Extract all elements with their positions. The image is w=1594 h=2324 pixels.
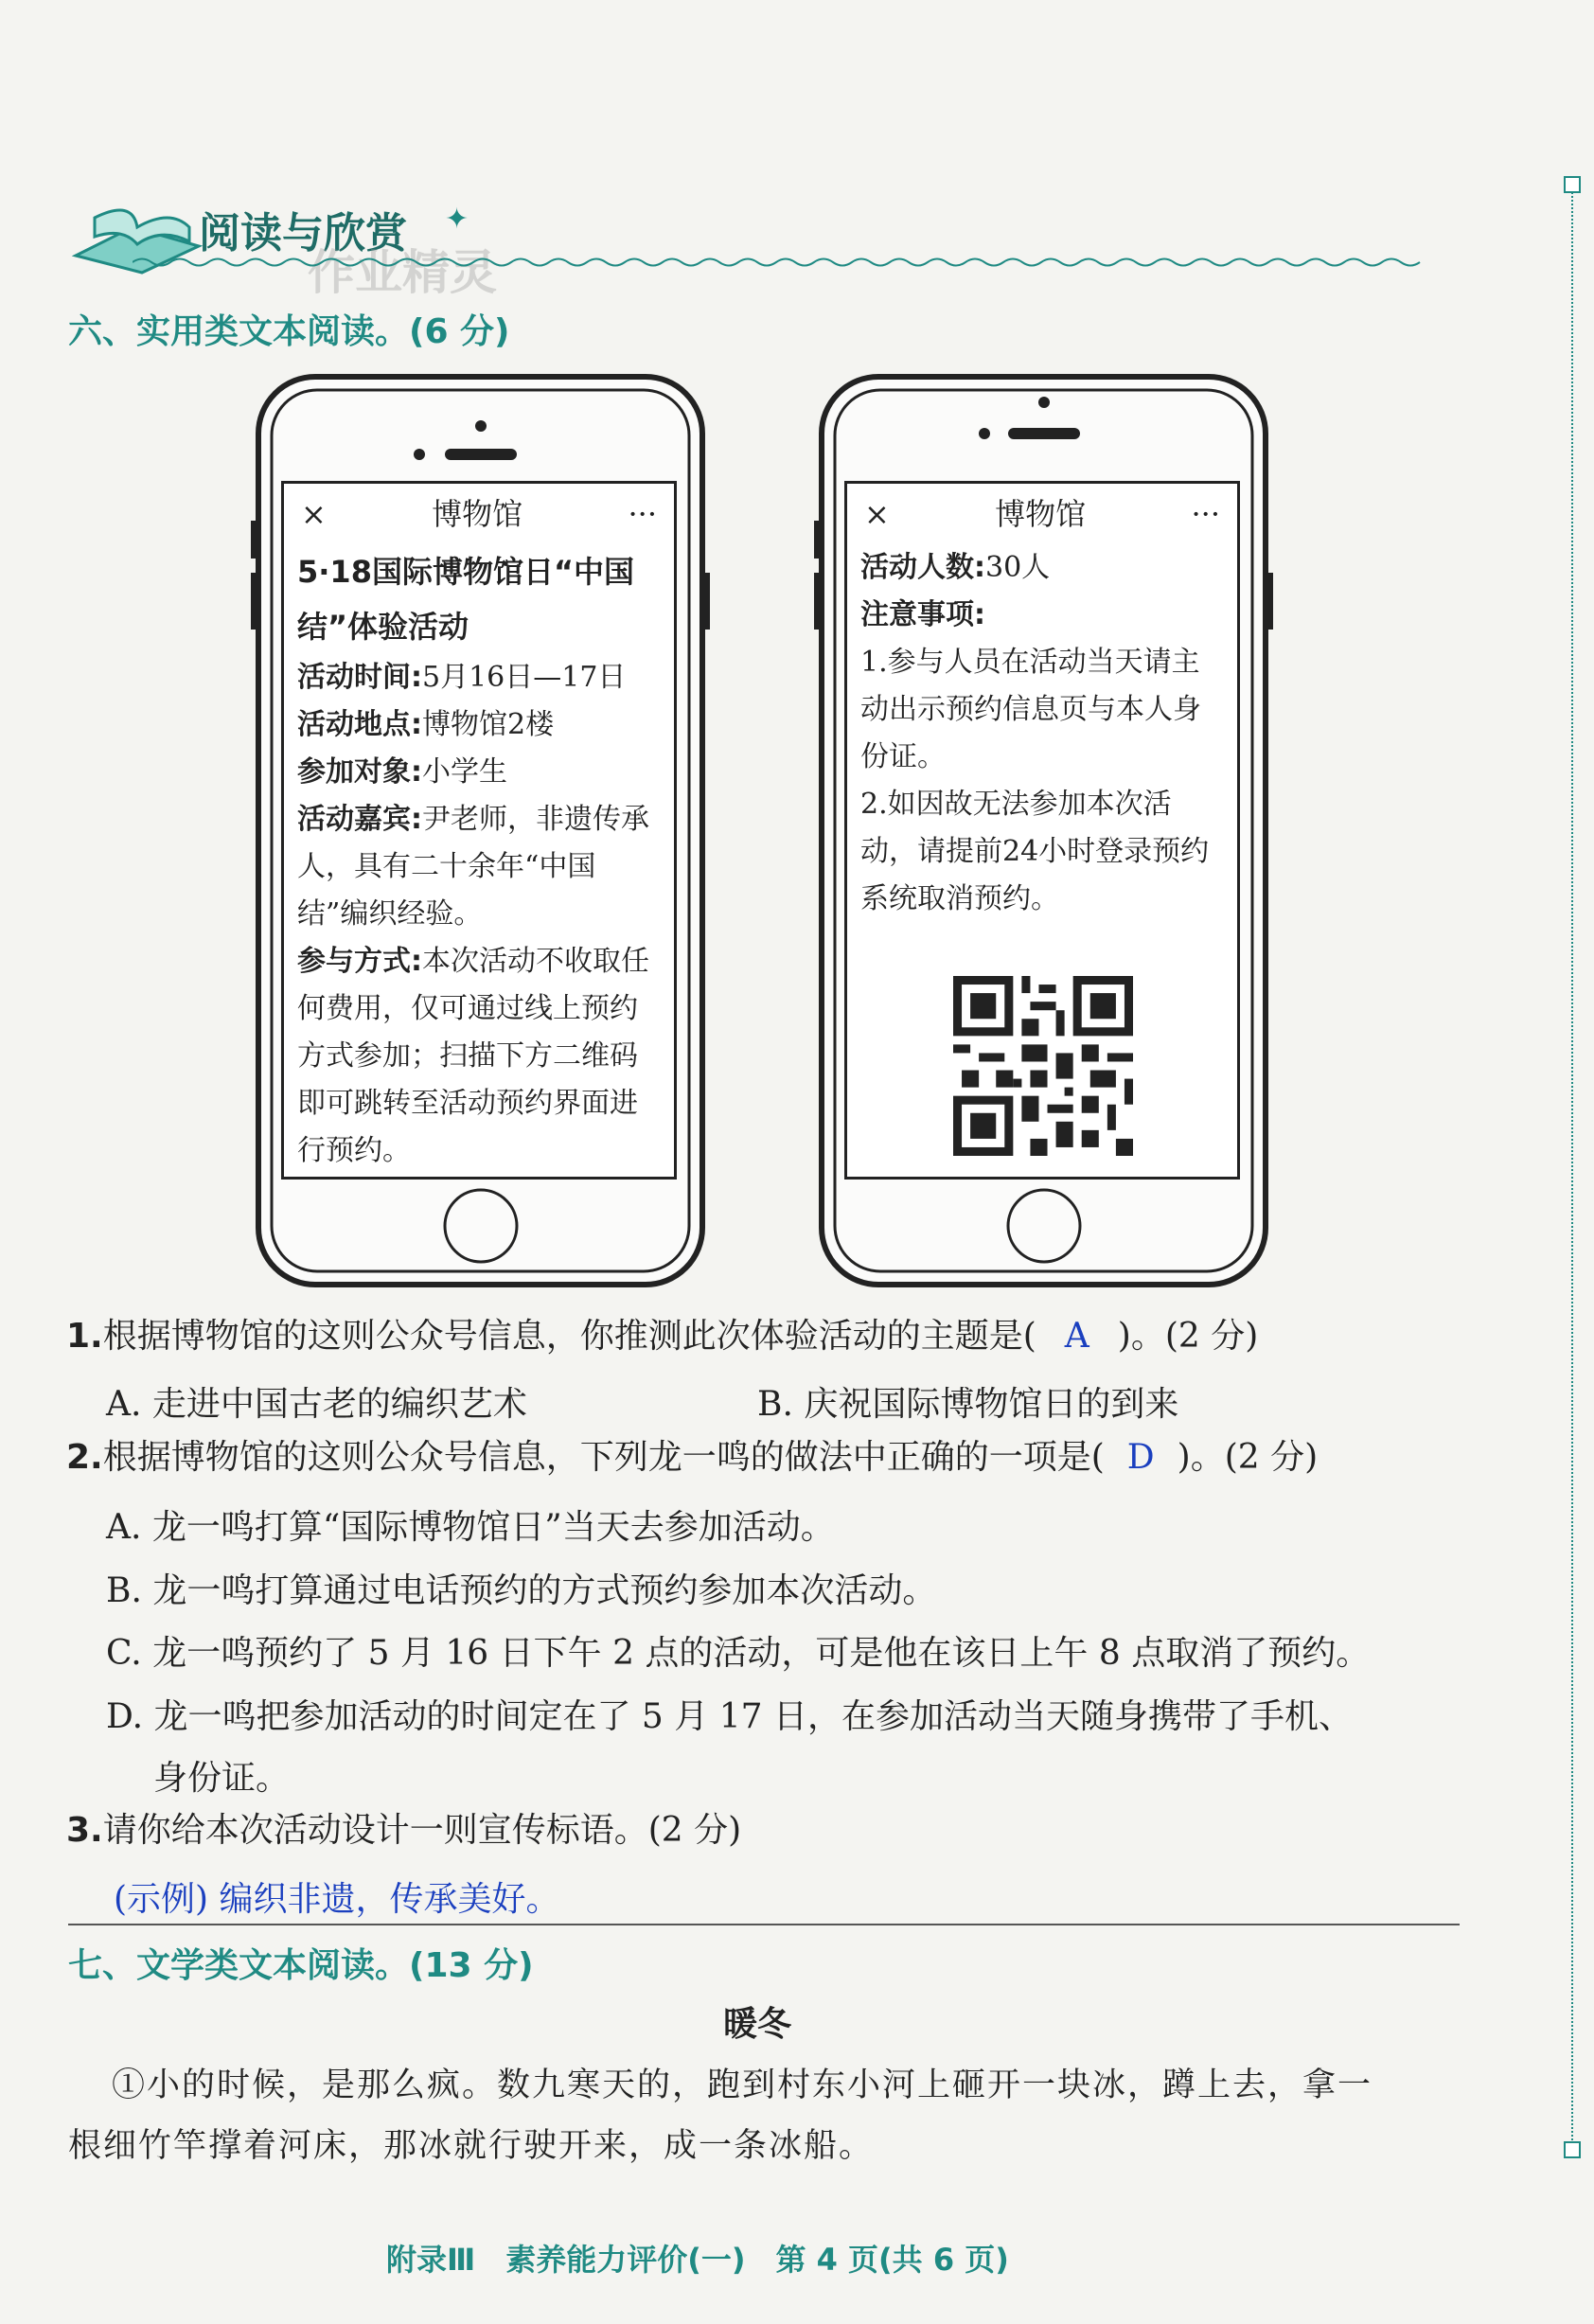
margin-marker-bottom (1564, 2141, 1581, 2158)
phone-right-screen (844, 481, 1240, 1180)
question-3: 3.请你给本次活动设计一则宣传标语。(2 分) (66, 1811, 742, 1850)
event-method: 参与方式:本次活动不收取任何费用，仅可通过线上预约方式参加；扫描下方二维码即可跳转至活动预约界面进行预约。 (297, 945, 649, 1167)
question-2: 2.根据博物馆的这则公众号信息，下列龙一鸣的做法中正确的一项是( D )。(2 分) (66, 1438, 1319, 1477)
phone-left-screen (281, 481, 677, 1180)
q2-option-b: B. 龙一鸣打算通过电话预约的方式预约参加本次活动。 (106, 1571, 937, 1610)
question-1: 1.根据博物馆的这则公众号信息，你推测此次体验活动的主题是( A )。(2 分) (66, 1317, 1259, 1356)
close-icon[interactable]: × (301, 496, 327, 532)
note-2: 2.如因故无法参加本次活动，请提前24小时登录预约系统取消预约。 (860, 788, 1210, 915)
q2-option-d-cont: 身份证。 (153, 1759, 291, 1798)
section6-title: 六、实用类文本阅读。(6 分) (68, 312, 510, 351)
article-line-2: 根细竹竿撑着河床，那冰就行驶开来，成一条冰船。 (68, 2127, 875, 2165)
watermark: 作业精灵 (308, 245, 497, 300)
qr-code-icon[interactable] (953, 976, 1133, 1156)
more-icon[interactable]: ··· (628, 496, 657, 532)
q1-option-b: B. 庆祝国际博物馆日的到来 (757, 1385, 1179, 1424)
header-title: 阅读与欣赏 (199, 209, 407, 257)
divider (68, 1924, 1460, 1925)
q2-option-c: C. 龙一鸣预约了 5 月 16 日下午 2 点的活动，可是他在该日上午 8 点取消了预约。 (106, 1634, 1371, 1673)
note-1: 1.参与人员在活动当天请主动出示预约信息页与本人身份证。 (860, 646, 1201, 773)
event-audience: 参加对象:小学生 (297, 755, 507, 789)
sparkle-icon: ✦ (445, 203, 469, 236)
screen-title: 博物馆 (432, 496, 523, 532)
screen-title: 博物馆 (995, 496, 1087, 532)
answer-2: D (1126, 1438, 1155, 1477)
event-time: 活动时间:5月16日—17日 (297, 661, 627, 694)
wavy-divider (133, 256, 1429, 269)
margin-marker-top (1564, 176, 1581, 193)
event-location: 活动地点:博物馆2楼 (297, 708, 555, 741)
close-icon[interactable]: × (864, 496, 890, 532)
page-footer: 附录Ⅲ 素养能力评价(一) 第 4 页(共 6 页) (386, 2242, 1009, 2278)
q1-option-a: A. 走进中国古老的编织艺术 (106, 1385, 527, 1424)
phone-right (814, 369, 1273, 1292)
section7-title: 七、文学类文本阅读。(13 分) (68, 1946, 534, 1985)
article-title: 暖冬 (723, 2005, 792, 2044)
header-banner (66, 180, 1429, 300)
answer-3: (示例) 编织非遗，传承美好。 (114, 1880, 560, 1919)
phone-left (251, 369, 710, 1292)
article-line-1: ①小的时候，是那么疯。数九寒天的，跑到村东小河上砸开一块冰，蹲上去，拿一 (112, 2067, 1373, 2104)
notes-label: 注意事项: (860, 598, 985, 631)
event-guest: 活动嘉宾:尹老师，非遗传承人，具有二十余年“中国结”编织经验。 (297, 803, 649, 931)
q2-option-a: A. 龙一鸣打算“国际博物馆日”当天去参加活动。 (106, 1508, 835, 1547)
participant-count: 活动人数:30人 (860, 551, 1051, 584)
q2-option-d: D. 龙一鸣把参加活动的时间定在了 5 月 17 日，在参加活动当天随身携带了手机、 (106, 1697, 1353, 1736)
event-headline: 5·18国际博物馆日“中国结”体验活动 (297, 554, 634, 645)
answer-1: A (1064, 1317, 1089, 1356)
more-icon[interactable]: ··· (1191, 496, 1220, 532)
margin-line (1571, 185, 1575, 2144)
